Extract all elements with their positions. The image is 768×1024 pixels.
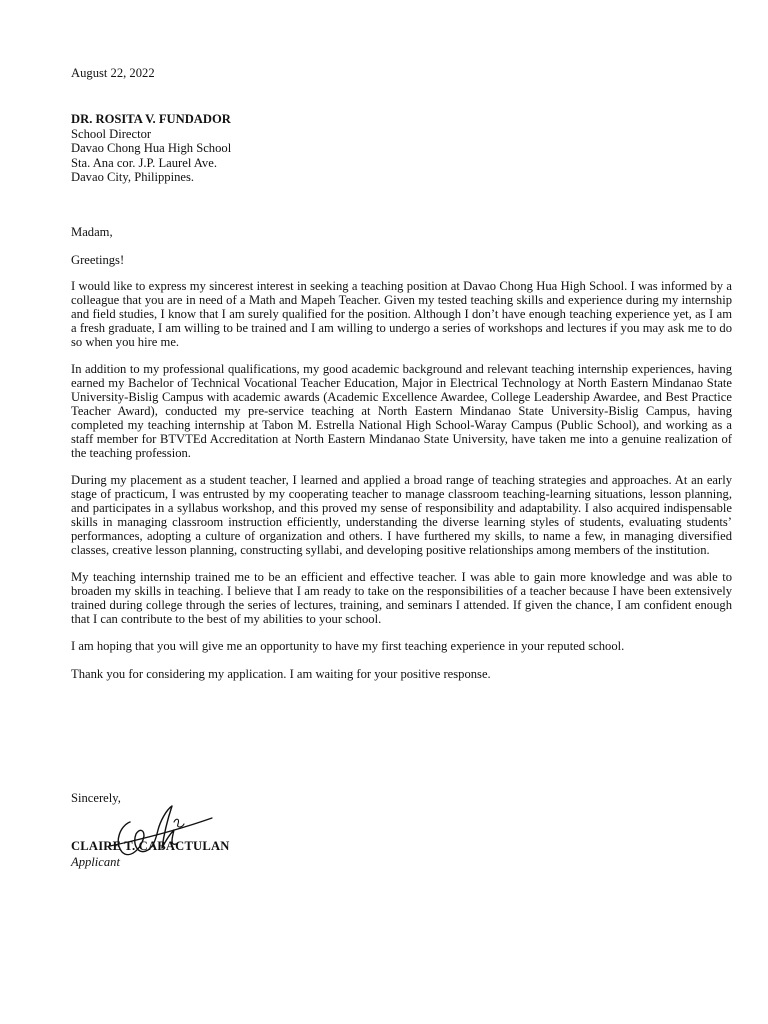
closing: Sincerely, (71, 791, 121, 805)
salutation: Madam, (71, 225, 113, 239)
body-paragraph: I would like to express my sincerest interest in seeking a teaching position at Davao Chong Hua High School. I was informed by a colleague that you are in need of a Math and Mapeh Teacher. Given my tested teaching skills and experience during my internship and field studies, I know that I am surely qualified for the position. Although I don’t have enough teaching experience yet, as I am a fresh graduate, I am willing to be trained and I am willing to undergo a series of workshops and lectures if you may ask me to do so when you hire me. (71, 279, 732, 349)
recipient-block (71, 112, 231, 185)
recipient-address-line2: Davao City, Philippines. (71, 170, 195, 185)
signer-name: CLAIRE T. CABACTULAN (71, 839, 230, 853)
handwritten-signature (108, 800, 218, 862)
body-paragraph: I am hoping that you will give me an opportunity to have my first teaching experience in your reputed school. (71, 639, 625, 654)
recipient-title: School Director (71, 126, 152, 141)
recipient-name: DR. ROSITA V. FUNDADOR (71, 112, 231, 126)
body-paragraph: During my placement as a student teacher, I learned and applied a broad range of teaching strategies and approaches. At an early stage of practicum, I was entrusted by my cooperating teacher to manage classroom teaching-learning situations, lesson planning, and participates in a syllabus workshop, and this proved my sense of responsibility and adaptability. I also acquired indispensable skills in managing classroom instruction efficiently, understanding the diverse learning styles of students, evaluating students’ performances, adopting a culture of organization and others. I have furthered my skills, to name a few, in managing diversified classes, creative lesson planning, constructing syllabi, and developing positive relationships among members of the institution. (71, 473, 732, 557)
body-paragraph: Thank you for considering my application. I am waiting for your positive response. (71, 666, 491, 681)
body-paragraph: In addition to my professional qualifications, my good academic background and relevant teaching internship experiences, having earned my Bachelor of Technical Vocational Teacher Education, Major in Electrical Technology at North Eastern Mindanao State University-Bislig Campus with academic awards (Academic Excellence Awardee, College Leadership Awardee, and Best Practice Teacher Award), conducted my pre-service teaching at North Eastern Mindanao State University-Bislig Campus, having completed my teaching internship at Tabon M. Estrella National High School-Waray Campus (Public School), and working as a staff member for BTVTEd Accreditation at North Eastern Mindanao State University, have taken me into a genuine realization of the teaching profession. (71, 362, 732, 460)
recipient-school: Davao Chong Hua High School (71, 141, 232, 156)
body-paragraph: My teaching internship trained me to be an efficient and effective teacher. I was able to gain more knowledge and was able to broaden my skills in teaching. I believe that I am ready to take on the responsibilities of a teacher because I have been extensively trained during college through the series of lectures, training, and seminars I attended. If given the chance, I am confident enough that I can contribute to the best of my abilities to your school. (71, 570, 732, 626)
greeting: Greetings! (71, 253, 125, 267)
signer-role: Applicant (71, 855, 120, 869)
recipient-address-line1: Sta. Ana cor. J.P. Laurel Ave. (71, 155, 217, 170)
letter-body (71, 280, 732, 695)
letter-date: August 22, 2022 (71, 66, 155, 80)
